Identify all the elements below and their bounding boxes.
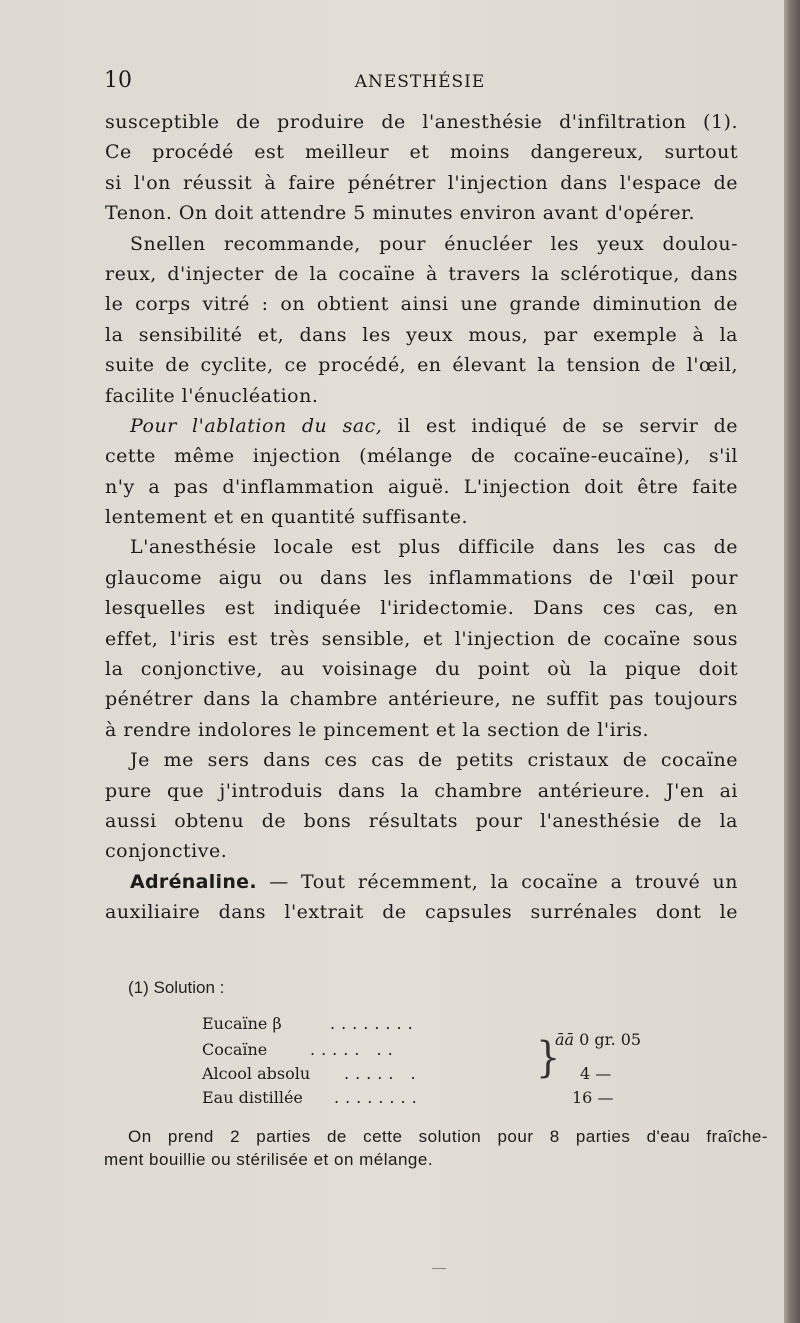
- text-line: aussi obtenu de bons résultats pour l'anesthésie de la: [105, 809, 738, 832]
- text-line: [105, 411, 738, 441]
- text-line: effet, l'iris est très sensible, et l'injection de cocaïne sous: [105, 627, 738, 650]
- ingredient-name: Eucaïne β: [202, 1014, 282, 1033]
- text-line: Ce procédé est meilleur et moins dangereux, surtout: [105, 141, 738, 164]
- ingredient-name: Cocaïne: [202, 1040, 268, 1059]
- text-line: susceptible de produire de l'anesthésie d'infiltration (1).: [105, 111, 738, 133]
- text-line: auxiliaire dans l'extrait de capsules surrénales dont le: [105, 901, 738, 924]
- page-header: [0, 66, 786, 96]
- page-mark: [432, 1268, 446, 1269]
- text-line: suite de cyclite, ce procédé, en élevant la tension de l'œil,: [105, 354, 738, 377]
- text-line: pure que j'introduis dans la chambre antérieure. J'en ai: [105, 779, 738, 802]
- shared-amount: [555, 1030, 641, 1049]
- text-line: à rendre indolores le pincement et la section de l'iris.: [105, 718, 650, 741]
- text-line: facilite l'énucléation.: [105, 384, 319, 407]
- leader-dots: ..... .: [344, 1064, 422, 1083]
- footnote-intro: (1) Solution :: [128, 978, 225, 997]
- text-line: conjonctive.: [105, 840, 228, 863]
- text-line: Je me sers dans ces cas de petits cristaux de cocaïne: [130, 749, 738, 772]
- leader-dots: ........: [334, 1088, 423, 1107]
- page-number: 10: [104, 68, 132, 93]
- footnote-line: ment bouillie ou stérilisée et on mélange.: [104, 1150, 434, 1169]
- ingredient-row: [202, 1040, 267, 1059]
- text-line: [105, 867, 738, 897]
- leader-dots: ........: [330, 1014, 419, 1033]
- footnote-note: [128, 1125, 768, 1148]
- footnote-line: On prend 2 parties de cette solution pour 8 parties d'eau fraîche-: [128, 1127, 768, 1146]
- ingredient-name: Eau distillée: [202, 1088, 303, 1107]
- italic-phrase: Pour l'ablation du sac,: [130, 414, 383, 437]
- ingredient-amount: 16 —: [572, 1088, 614, 1107]
- section-heading: Adrénaline.: [130, 870, 257, 893]
- leader-dots: ..... ..: [310, 1040, 399, 1059]
- text-line: si l'on réussit à faire pénétrer l'injection dans l'espace de: [105, 171, 738, 194]
- ana-abbreviation: āā: [555, 1030, 575, 1049]
- ingredient-name: Alcool absolu: [202, 1064, 311, 1083]
- text-line: pénétrer dans la chambre antérieure, ne suffit pas toujours: [105, 688, 738, 711]
- text-fragment: — Tout récemment, la cocaïne a trouvé un: [256, 870, 738, 893]
- running-head: ANESTHÉSIE: [354, 72, 486, 92]
- text-fragment: il est indiqué de se servir de: [382, 414, 738, 437]
- text-line: cette même injection (mélange de cocaïne-eucaïne), s'il: [105, 445, 738, 468]
- ingredient-row: [202, 1088, 303, 1107]
- text-line: L'anesthésie locale est plus difficile dans les cas de: [130, 536, 738, 559]
- text-line: glaucome aigu ou dans les inflammations de l'œil pour: [105, 566, 738, 589]
- text-line: le corps vitré : on obtient ainsi une grande diminution de: [105, 293, 738, 316]
- text-line: Tenon. On doit attendre 5 minutes environ avant d'opérer.: [105, 202, 696, 225]
- text-line: lesquelles est indiquée l'iridectomie. Dans ces cas, en: [105, 597, 738, 620]
- page-edge: [784, 0, 800, 1323]
- brace-symbol: }: [536, 1032, 561, 1082]
- footnote-note: [104, 1148, 524, 1171]
- text-line: Snellen recommande, pour énucléer les yeux doulou-: [130, 232, 738, 255]
- text-line: n'y a pas d'inflammation aiguë. L'injection doit être faite: [105, 475, 738, 498]
- text-line: la conjonctive, au voisinage du point où la pique doit: [105, 658, 738, 681]
- text-line: reux, d'injecter de la cocaïne à travers la sclérotique, dans: [105, 262, 738, 285]
- text-line: lentement et en quantité suffisante.: [105, 506, 469, 529]
- ingredient-row: [202, 1014, 282, 1033]
- text-line: la sensibilité et, dans les yeux mous, par exemple à la: [105, 323, 738, 346]
- body-text: [105, 107, 738, 928]
- ingredient-amount: 4 —: [580, 1064, 612, 1083]
- amount-value: 0 gr. 05: [574, 1030, 642, 1049]
- ingredient-row: [202, 1064, 310, 1083]
